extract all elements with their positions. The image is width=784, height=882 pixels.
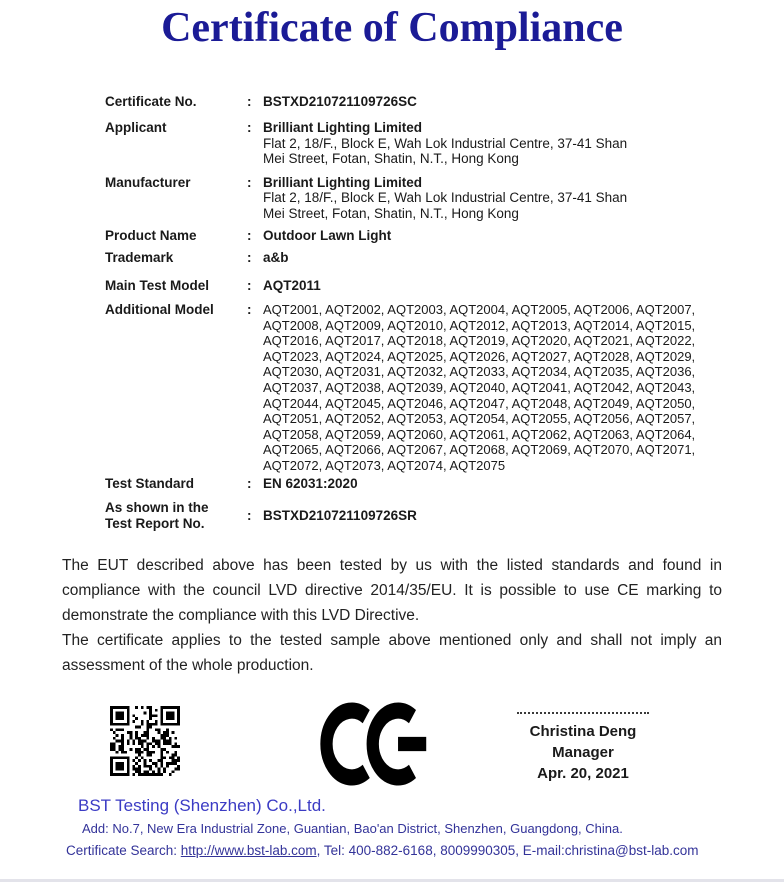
search-prefix: Certificate Search:	[66, 843, 181, 858]
lab-company-name: BST Testing (Shenzhen) Co.,Ltd.	[78, 796, 326, 815]
field-test-standard	[105, 476, 727, 492]
model-list-line: AQT2072, AQT2073, AQT2074, AQT2075	[263, 457, 506, 473]
applicant-address-line2: Mei Street, Fotan, Shatin, N.T., Hong Kong	[263, 151, 519, 166]
ce-mark-icon	[320, 702, 432, 786]
signatory-role: Manager	[552, 744, 614, 761]
field-test-report-no	[105, 500, 727, 532]
model-list-line: AQT2065, AQT2066, AQT2067, AQT2068, AQT2069, AQT2070, AQT2071,	[263, 442, 696, 458]
certificate-fields	[105, 94, 727, 532]
declaration-paragraph-1: The EUT described above has been tested by us with the listed standards and found in compliance with the council LVD directive 2014/35/EU. It is possible to use CE marking to demonstrate the compliance with this LVD Directive.	[62, 557, 722, 624]
field-colon: :	[247, 302, 252, 317]
test-standard-value: EN 62031:2020	[263, 475, 358, 491]
manufacturer-name: Brilliant Lighting Limited	[263, 174, 422, 190]
field-label: As shown in the Test Report No.	[105, 499, 209, 531]
field-colon: :	[247, 94, 252, 109]
search-suffix: , Tel: 400-882-6168, 8009990305, E-mail:christina@bst-lab.com	[316, 843, 699, 858]
field-label: Test Standard	[105, 475, 195, 491]
test-report-no-value: BSTXD210721109726SR	[263, 507, 417, 523]
field-manufacturer	[105, 175, 727, 222]
field-colon: :	[247, 278, 252, 293]
field-label: Product Name	[105, 228, 197, 243]
signature-date: Apr. 20, 2021	[537, 765, 629, 782]
field-label: Certificate No.	[105, 94, 197, 109]
field-certificate-no	[105, 94, 727, 110]
field-colon: :	[247, 475, 252, 491]
field-label: Applicant	[105, 120, 167, 135]
field-colon: :	[247, 120, 252, 135]
stamp-signature-row	[0, 698, 784, 803]
certificate-no-value: BSTXD210721109726SC	[263, 94, 417, 109]
field-colon: :	[247, 250, 252, 265]
manufacturer-address-line1: Flat 2, 18/F., Block E, Wah Lok Industrial Centre, 37-41 Shan	[263, 190, 628, 205]
model-list-line: AQT2051, AQT2052, AQT2053, AQT2054, AQT2055, AQT2056, AQT2057,	[263, 411, 696, 427]
lab-website-link[interactable]: http://www.bst-lab.com	[180, 843, 317, 858]
field-label: Additional Model	[105, 302, 214, 317]
field-product-name	[105, 228, 727, 244]
model-list-line: AQT2016, AQT2017, AQT2018, AQT2019, AQT2020, AQT2021, AQT2022,	[263, 333, 696, 349]
model-list-line: AQT2058, AQT2059, AQT2060, AQT2061, AQT2062, AQT2063, AQT2064,	[263, 426, 696, 442]
signature-line	[517, 710, 649, 714]
field-colon: :	[247, 228, 252, 243]
lab-address: Add: No.7, New Era Industrial Zone, Guantian, Bao'an District, Shenzhen, Guangdong, China.	[82, 821, 623, 836]
field-additional-model	[105, 302, 727, 474]
declaration-text	[62, 553, 722, 678]
page-title: Certificate of Compliance	[161, 5, 623, 51]
lab-footer	[0, 796, 784, 858]
applicant-address-line1: Flat 2, 18/F., Block E, Wah Lok Industrial Centre, 37-41 Shan	[263, 135, 628, 151]
model-list-line: AQT2023, AQT2024, AQT2025, AQT2026, AQT2027, AQT2028, AQT2029,	[263, 348, 696, 364]
product-name-value: Outdoor Lawn Light	[263, 228, 392, 243]
field-label: Trademark	[105, 250, 174, 265]
certificate-search-line	[66, 843, 784, 858]
signatory-name: Christina Deng	[529, 723, 637, 740]
trademark-value: a&b	[263, 250, 289, 265]
applicant-name: Brilliant Lighting Limited	[263, 120, 422, 135]
declaration-paragraph-2: The certificate applies to the tested sample above mentioned only and shall not imply an assessment of the whole production.	[62, 632, 722, 674]
model-list-line: AQT2008, AQT2009, AQT2010, AQT2012, AQT2013, AQT2014, AQT2015,	[263, 317, 696, 333]
additional-model-list	[263, 302, 727, 474]
field-label: Manufacturer	[105, 174, 191, 190]
signature-block	[498, 710, 668, 784]
field-applicant	[105, 120, 727, 167]
manufacturer-address-line2: Mei Street, Fotan, Shatin, N.T., Hong Kong	[263, 205, 519, 221]
model-list-line: AQT2044, AQT2045, AQT2046, AQT2047, AQT2048, AQT2049, AQT2050,	[263, 395, 696, 411]
model-list-line: AQT2001, AQT2002, AQT2003, AQT2004, AQT2005, AQT2006, AQT2007,	[263, 302, 696, 317]
qr-code-icon	[110, 706, 180, 776]
field-label: Main Test Model	[105, 278, 210, 293]
main-test-model-value: AQT2011	[263, 278, 321, 293]
field-colon: :	[247, 507, 252, 523]
field-trademark	[105, 250, 727, 266]
field-colon: :	[247, 174, 252, 190]
field-main-test-model	[105, 278, 727, 294]
model-list-line: AQT2037, AQT2038, AQT2039, AQT2040, AQT2041, AQT2042, AQT2043,	[263, 379, 696, 395]
model-list-line: AQT2030, AQT2031, AQT2032, AQT2033, AQT2034, AQT2035, AQT2036,	[263, 364, 696, 380]
